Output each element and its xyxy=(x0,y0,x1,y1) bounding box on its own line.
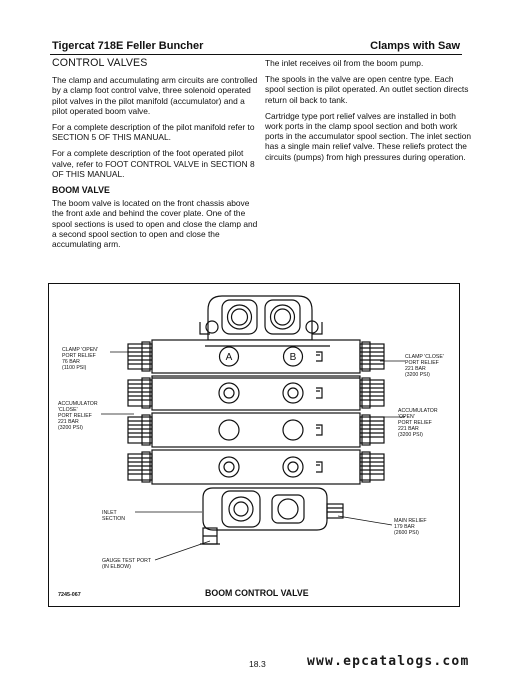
spool-section-1 xyxy=(128,340,384,373)
paragraph: Cartridge type port relief valves are installed in both work ports in the clamp spool section and both work ports in the accumulator spool section. The inlet section has a single main relief valve. These reliefs protect the circuits (pumps) from high pressures during operation. xyxy=(265,110,472,162)
paragraph: The boom valve is located on the front chassis above the front axle and behind the cover plate. One of the spool sections is used to open and close the clamp and a second spool section to open and close the accumulating arm. xyxy=(52,198,258,250)
paragraph: For a complete description of the pilot manifold refer to SECTION 5 OF THIS MANUAL. xyxy=(52,122,255,143)
paragraph: The clamp and accumulating arm circuits are controlled by a clamp foot control valve, three solenoid operated pilot valves in the pilot manifold (accumulator) and a pilot operated boom valve. xyxy=(52,75,258,116)
inlet-section-label: INLET SECTION xyxy=(102,510,126,522)
figure-code: 7245-067 xyxy=(58,592,81,598)
spool-section-4 xyxy=(128,450,384,484)
accumulator-close-relief-label: ACCUMULATOR 'CLOSE' PORT RELIEF 221 BAR (3200 PSI) xyxy=(58,401,98,431)
paragraph: The inlet receives oil from the boom pump. xyxy=(265,58,424,68)
outlet-section xyxy=(200,296,322,340)
gauge-test-port-label: GAUGE TEST PORT (IN ELBOW) xyxy=(102,558,152,570)
port-a-label: A xyxy=(225,352,233,363)
clamp-open-relief-label: CLAMP 'OPEN' PORT RELIEF 76 BAR (1100 PSI) xyxy=(62,347,98,371)
paragraph: The spools in the valve are open centre type. Each spool section is pilot operated. An outlet section directs return oil back to tank. xyxy=(265,74,469,105)
page-number: 18.3 xyxy=(249,659,266,669)
clamp-close-relief-label: CLAMP 'CLOSE' PORT RELIEF 221 BAR (3200 PSI) xyxy=(405,354,444,378)
port-b-label: B xyxy=(289,352,297,363)
inlet-section xyxy=(200,488,343,544)
watermark: www.epcatalogs.com xyxy=(307,654,470,669)
accumulator-open-relief-label: ACCUMULATOR 'OPEN' PORT RELIEF 221 BAR (3200 PSI) xyxy=(398,408,438,438)
spool-section-2 xyxy=(128,376,384,410)
figure-caption: BOOM CONTROL VALVE xyxy=(205,588,309,598)
section-title: Clamps with Saw xyxy=(370,40,460,52)
main-relief-label: MAIN RELIEF 179 BAR (2600 PSI) xyxy=(394,518,427,536)
control-valves-heading: CONTROL VALVES xyxy=(52,57,148,69)
document-title: Tigercat 718E Feller Buncher xyxy=(52,40,204,52)
spool-section-3 xyxy=(128,413,384,447)
paragraph: For a complete description of the foot operated pilot valve, refer to FOOT CONTROL VALVE in SECTION 8 OF THIS MANUAL. xyxy=(52,148,255,179)
boom-valve-heading: BOOM VALVE xyxy=(52,185,110,196)
